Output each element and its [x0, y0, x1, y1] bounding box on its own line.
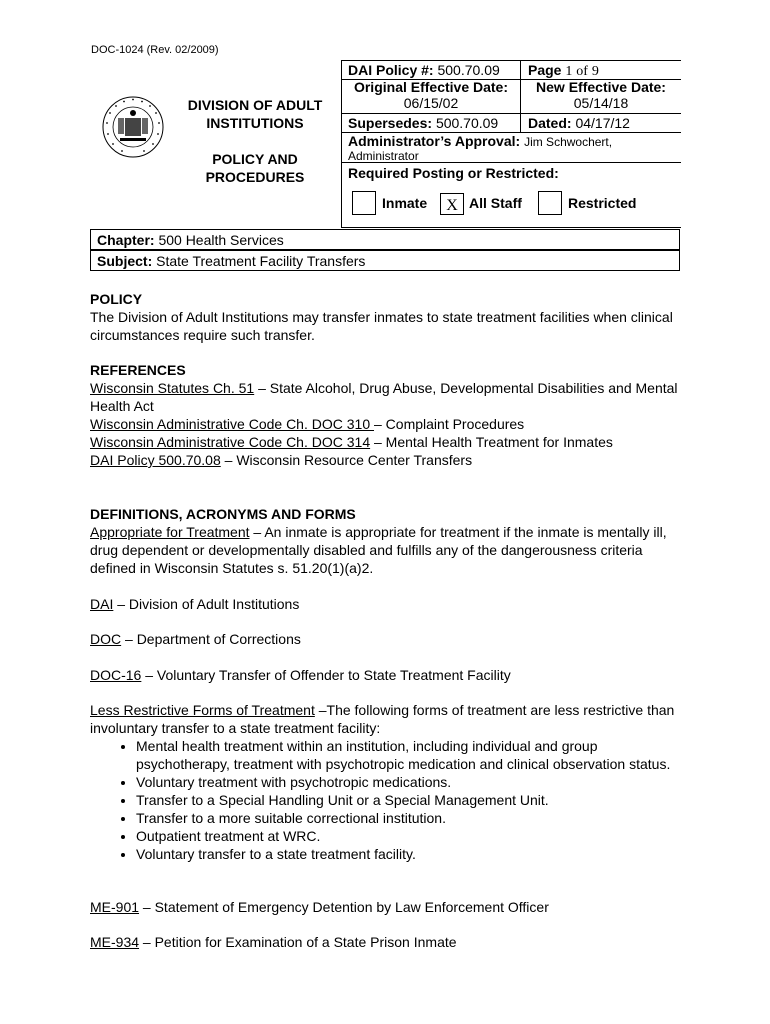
inmate-option-label: Inmate: [382, 195, 428, 211]
definition-item: DAI – Division of Adult Institutions: [90, 596, 300, 612]
new-effective-date: 05/14/18: [573, 95, 629, 111]
supersedes-row: Supersedes: 500.70.09 Dated: 04/17/12: [342, 114, 681, 133]
list-item: • Transfer to a more suitable correctional institution.: [136, 809, 690, 827]
policy-header: [90, 60, 680, 228]
definition-term: Appropriate for Treatment: [90, 524, 250, 540]
policy-number: 500.70.09: [437, 62, 500, 78]
definition-item: DOC-16 – Voluntary Transfer of Offender to State Treatment Facility: [90, 667, 511, 683]
page-indicator: Page 1 of 9: [528, 62, 599, 79]
restricted-option-label: Restricted: [568, 195, 637, 211]
definition-term: DOC-16: [90, 667, 142, 683]
division-name: DIVISION OF ADULT INSTITUTIONS: [187, 97, 323, 131]
dated-value: 04/17/12: [575, 115, 630, 131]
less-restrictive-list: [90, 737, 690, 863]
references-heading: REFERENCES: [90, 362, 186, 378]
reference-link[interactable]: Wisconsin Administrative Code Ch. DOC 310: [90, 416, 374, 432]
policy-section: [90, 290, 690, 344]
policy-number-row: DAI Policy #: 500.70.09 Page 1 of 9: [342, 60, 681, 80]
posting-row: [342, 163, 681, 228]
chapter-row: Chapter: 500 Health Services: [90, 229, 680, 250]
wisconsin-seal-icon: [102, 96, 164, 158]
approver-title: Administrator: [348, 149, 419, 163]
supersedes-value: 500.70.09: [435, 115, 499, 131]
reference-item: Wisconsin Statutes Ch. 51 – State Alcohol, Drug Abuse, Developmental Disabilities and Mental Health Act: [90, 380, 678, 414]
definition-term: ME-901: [90, 899, 140, 915]
policy-heading: POLICY: [90, 291, 143, 307]
policy-info-grid: [341, 60, 681, 228]
all-staff-option-label: All Staff: [469, 195, 522, 211]
definition-item-less-restrictive: Less Restrictive Forms of Treatment –The following forms of treatment are less restrictive than involuntary transfer to a state treatment facility: • Mental health treatment within an institution, including individual and group psychotherapy, treatment with psychotropic medication and clinical observation status. • Voluntary treatment with psychotropic medications. • Transfer to a Special Handling Unit or a Special Management Unit. • Transfer to a more suitable correctional institution. • Outpatient treatment at WRC. • Voluntary transfer to a state treatment facility.: [90, 701, 690, 863]
definition-term: Less Restrictive Forms of Treatment: [90, 702, 315, 718]
definition-term: DAI: [90, 596, 114, 612]
policy-text: The Division of Adult Institutions may transfer inmates to state treatment facilities when clinical circumstances require such transfer.: [90, 309, 673, 343]
reference-link[interactable]: Wisconsin Administrative Code Ch. DOC 314: [90, 434, 371, 450]
all-staff-checkbox[interactable]: X: [440, 193, 464, 215]
definition-term: DOC: [90, 631, 122, 647]
definition-item: ME-901 – Statement of Emergency Detention by Law Enforcement Officer: [90, 899, 549, 915]
list-item: • Mental health treatment within an institution, including individual and group psychotherapy, treatment with psychotropic medication and clinical observation status.: [136, 737, 690, 773]
list-item: • Voluntary transfer to a state treatment facility.: [136, 845, 690, 863]
posting-label: Required Posting or Restricted:: [348, 165, 559, 181]
inmate-checkbox[interactable]: [352, 191, 376, 215]
definitions-heading: DEFINITIONS, ACRONYMS AND FORMS: [90, 506, 356, 522]
definition-item: ME-934 – Petition for Examination of a State Prison Inmate: [90, 934, 457, 950]
definition-term: ME-934: [90, 934, 140, 950]
effective-date-row: Original Effective Date: 06/15/02 New Effective Date: 05/14/18: [342, 79, 681, 114]
reference-item: Wisconsin Administrative Code Ch. DOC 314 – Mental Health Treatment for Inmates: [90, 434, 613, 450]
reference-item: Wisconsin Administrative Code Ch. DOC 310 – Complaint Procedures: [90, 416, 525, 432]
subject-value: State Treatment Facility Transfers: [156, 253, 366, 269]
chapter-value: 500 Health Services: [158, 232, 284, 248]
list-item: • Transfer to a Special Handling Unit or a Special Management Unit.: [136, 791, 690, 809]
reference-link[interactable]: Wisconsin Statutes Ch. 51: [90, 380, 255, 396]
subject-row: Subject: State Treatment Facility Transfers: [90, 250, 680, 271]
reference-link[interactable]: DAI Policy 500.70.08: [90, 452, 221, 468]
document-type: POLICY AND PROCEDURES: [205, 151, 305, 185]
reference-item: DAI Policy 500.70.08 – Wisconsin Resource Center Transfers: [90, 452, 473, 468]
references-section: [90, 361, 690, 469]
list-item: • Voluntary treatment with psychotropic medications.: [136, 773, 690, 791]
original-effective-date: 06/15/02: [403, 95, 459, 111]
list-item: • Outpatient treatment at WRC.: [136, 827, 690, 845]
document-form-number: DOC-1024 (Rev. 02/2009): [91, 44, 219, 56]
definition-item: Appropriate for Treatment – An inmate is appropriate for treatment if the inmate is mentally ill, drug dependent or developmentally disabled and fulfills any of the dangerousness criteria defined in Wisconsin Statutes s. 51.20(1)(a)2.: [90, 524, 667, 576]
definitions-section: [90, 505, 690, 577]
definition-item: DOC – Department of Corrections: [90, 631, 301, 647]
restricted-checkbox[interactable]: [538, 191, 562, 215]
approver-name: Jim Schwochert,: [524, 135, 613, 149]
approval-row: Administrator’s Approval: Jim Schwochert, Administrator: [342, 133, 681, 163]
